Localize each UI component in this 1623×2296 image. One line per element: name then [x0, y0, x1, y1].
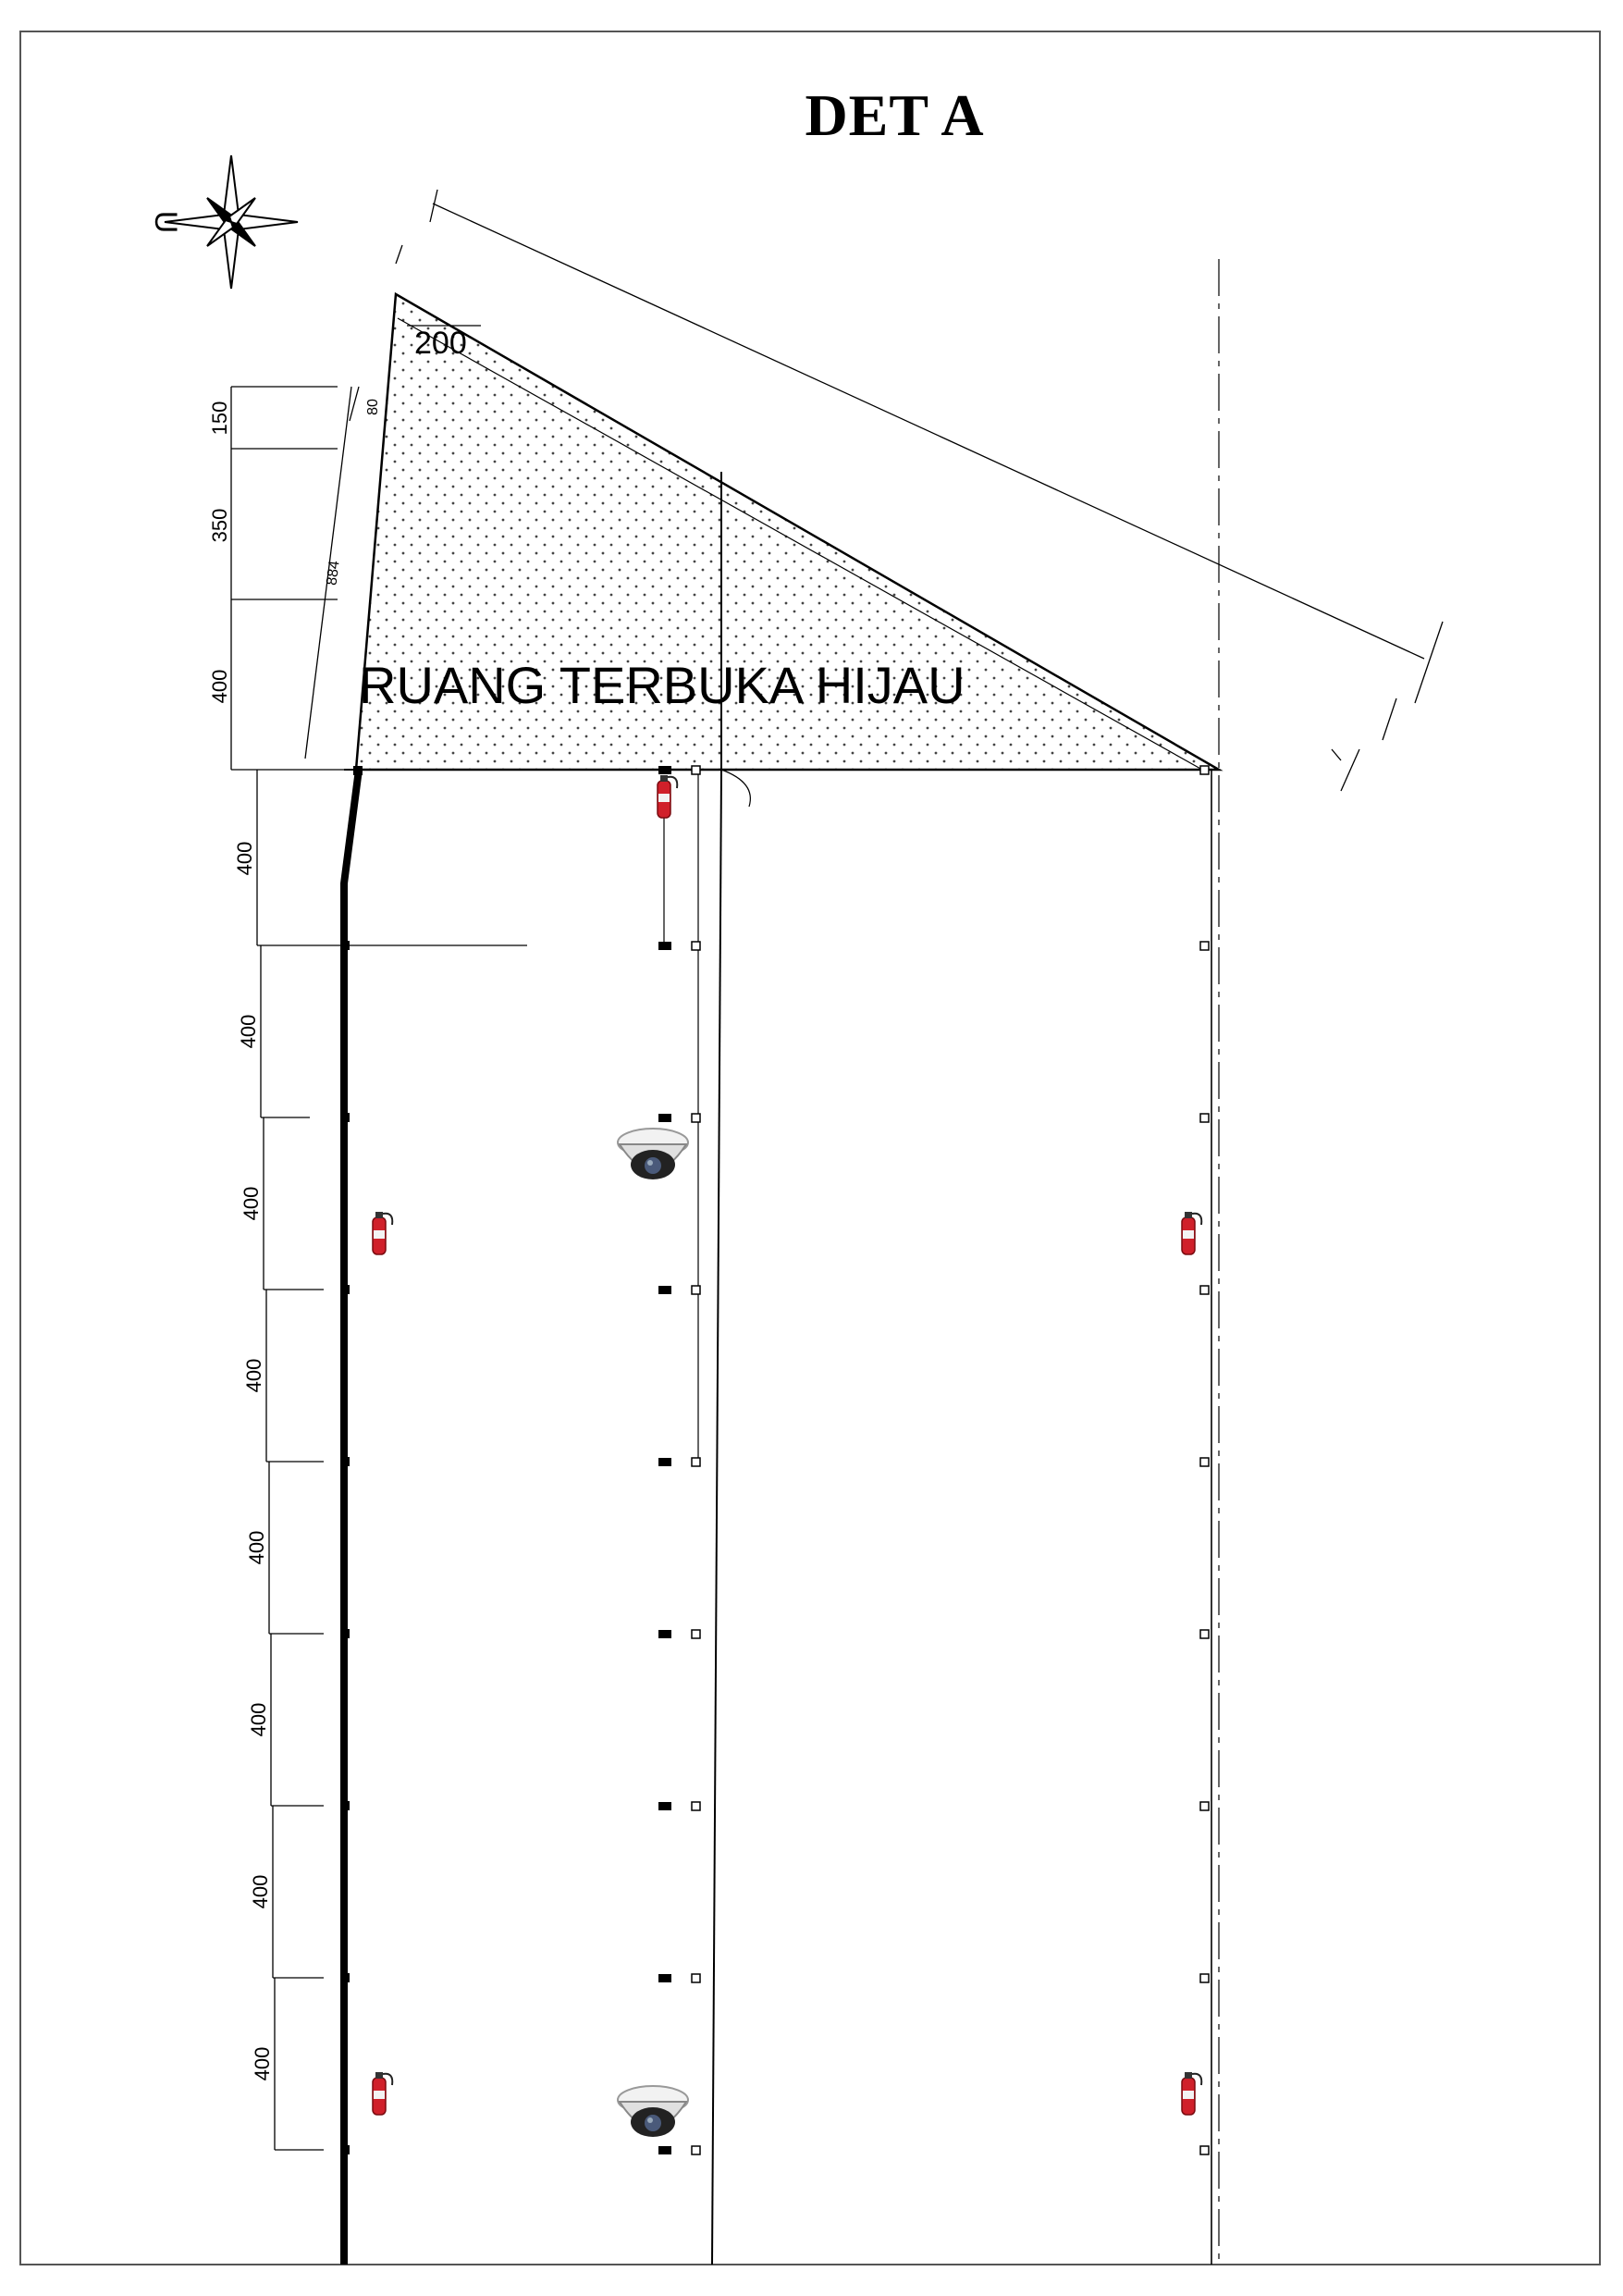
- fire-extinguisher-icon: [373, 1212, 392, 1254]
- dim-400-upper: 400: [208, 669, 231, 704]
- dim-350: 350: [208, 508, 231, 543]
- fire-extinguisher-icon: [373, 2072, 392, 2115]
- dim-884: 884: [324, 560, 343, 586]
- drawing-title: DET A: [805, 82, 985, 148]
- dim-bay-6: 400: [247, 1702, 270, 1737]
- fire-extinguisher-icon: [1182, 2072, 1201, 2115]
- cctv-camera-icon: [618, 2086, 688, 2137]
- north-arrow-icon: [165, 155, 298, 289]
- dim-bay-2: 400: [237, 1014, 260, 1049]
- north-label: U: [148, 210, 183, 234]
- dim-bay-5: 400: [245, 1530, 268, 1565]
- sheet-border: [20, 31, 1600, 2265]
- dim-bay-8: 400: [251, 2046, 274, 2081]
- dim-200: 200: [414, 326, 467, 361]
- dim-bay-7: 400: [249, 1874, 272, 1909]
- left-wall: [344, 770, 359, 2265]
- fire-extinguisher-icon: [658, 775, 677, 818]
- bay-dimension-chain: [257, 770, 527, 2150]
- area-label: RUANG TERBUKA HIJAU: [359, 656, 965, 714]
- dim-bay-4: 400: [242, 1358, 265, 1393]
- inner-line: [712, 770, 721, 2265]
- small-columns: [692, 766, 1209, 2154]
- columns: [340, 766, 671, 2154]
- dim-150: 150: [208, 401, 231, 436]
- dim-bay-1: 400: [233, 841, 256, 876]
- dim-bay-3: 400: [240, 1186, 263, 1221]
- cctv-camera-icon: [618, 1129, 688, 1179]
- fire-extinguisher-icon: [1182, 1212, 1201, 1254]
- dim-80: 80: [365, 399, 381, 415]
